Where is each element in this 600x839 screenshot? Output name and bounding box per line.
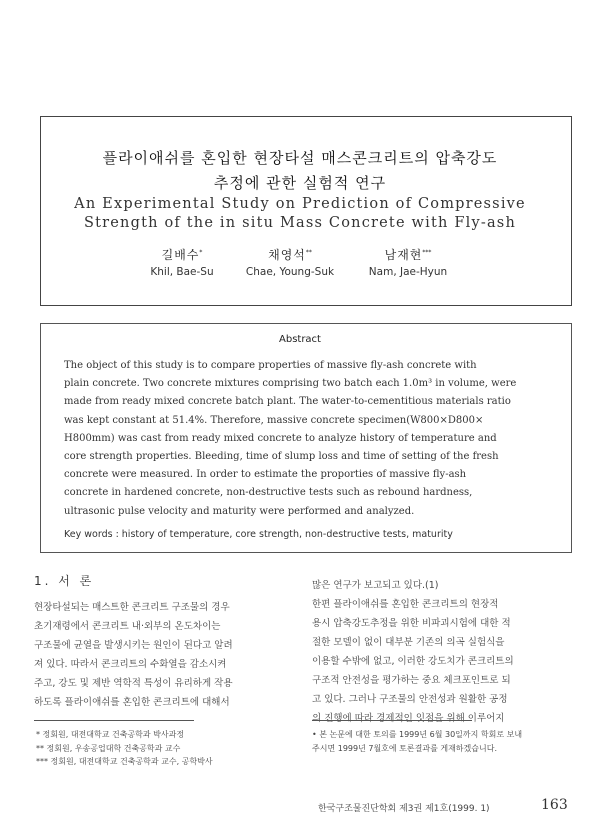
text-line: 한편 플라이애쉬를 혼입한 콘크리트의 현장적 (312, 599, 499, 610)
text-line: 절한 모델이 없이 대부분 기존의 의곡 실험식을 (312, 637, 505, 648)
footnote-line: * 정회원, 대전대학교 건축공학과 박사과정 (36, 730, 185, 739)
author-3 (348, 246, 468, 278)
author-1-korean-name: 길배수* (161, 248, 203, 262)
author-3-korean-name: 남재현*** (384, 248, 432, 262)
author-affiliations (36, 728, 213, 769)
abstract-line: ultrasonic pulse velocity and maturity were performed and analyzed. (64, 505, 415, 517)
footnote-line: ** 정회원, 우송공업대학 건축공학과 교수 (36, 743, 181, 753)
text-line: 이용할 수밖에 없고, 이러한 강도치가 콘크리트의 (312, 656, 514, 667)
text-line: 초기재령에서 콘크리트 내·외부의 온도차이는 (34, 621, 221, 632)
text-line: 용시 압축강도추정을 위한 비파괴시험에 대한 적 (312, 618, 511, 629)
author-1 (132, 246, 232, 278)
author-1-english-name: Khil, Bae-Su (150, 266, 214, 278)
text-line: 져 있다. 따라서 콘크리트의 수화열을 감소시켜 (34, 659, 227, 670)
right-column-text (312, 576, 574, 728)
text-line: 구조물에 균열을 발생시키는 원인이 된다고 알려 (34, 640, 233, 651)
text-line: 주고, 강도 및 제반 역학적 특성이 유리하게 작용 (34, 678, 233, 689)
discussion-notice (312, 728, 522, 755)
text-line: 의 진행에 따라 경제적인 잇점을 위해 이루어지 (312, 713, 505, 724)
footnote-line: • 본 논문에 대한 토의를 1999년 6월 30일까지 학회로 보내 (312, 730, 523, 739)
footnote-line: *** 정회원, 대전대학교 건축공학과 교수, 공학박사 (36, 757, 213, 766)
abstract-line: was kept constant at 51.4%. Therefore, massive concrete specimen(W800×D800× (64, 414, 484, 426)
abstract-line: The object of this study is to compare properties of massive fly-ash concrete with (64, 360, 477, 371)
footnote-divider-right (312, 720, 472, 721)
author-3-english-name: Nam, Jae-Hyun (368, 266, 448, 278)
footnote-line: 주시면 1999년 7월호에 토론결과를 게재하겠습니다. (312, 743, 497, 753)
korean-title-line2: 추정에 관한 실험적 연구 (213, 174, 387, 192)
abstract-line: concrete were measured. In order to estimate the proporties of massive fly-ash (64, 469, 467, 481)
footnote-divider-left (34, 720, 194, 721)
english-title-line2: Strength of the in situ Mass Concrete with Fly-ash (83, 215, 516, 231)
section-heading: 1. 서 론 (34, 574, 95, 588)
author-2-korean-name: 채영석** (268, 248, 312, 262)
text-line: 구조적 안전성을 평가하는 중요 체크포인트로 되 (312, 675, 511, 686)
text-line: 현장타설되는 매스트한 콘크리트 구조물의 경우 (34, 602, 230, 613)
journal-citation: 한국구조물진단학회 제3권 제1호(1999. 1) (318, 804, 490, 814)
english-title-line1: An Experimental Study on Prediction of Compressive (74, 196, 526, 212)
keywords: Key words : history of temperature, core strength, non-destructive tests, maturity (64, 529, 453, 540)
abstract-line: core strength properties. Bleeding, time of slump loss and time of setting of the fresh (64, 451, 499, 463)
abstract-line: H800mm) was cast from ready mixed concrete to analyze history of temperature and (64, 432, 497, 444)
text-line: 많은 연구가 보고되고 있다.(1) (312, 580, 439, 591)
abstract-line: plain concrete. Two concrete mixtures comprising two batch each 1.0m³ in volume, were (64, 378, 517, 390)
abstract-heading: Abstract (279, 334, 321, 345)
page-number: 163 (541, 797, 568, 813)
abstract-line: made from ready mixed concrete batch plant. The water-to-cementitious materials ratio (64, 396, 511, 408)
text-line: 고 있다. 그러나 구조물의 안전성과 원활한 공정 (312, 694, 508, 705)
korean-title-line1: 플라이애쉬를 혼입한 현장타설 매스콘크리트의 압축강도 (102, 149, 498, 167)
left-column-text (34, 598, 292, 712)
abstract-line: concrete in hardened concrete, non-destructive tests such as rebound hardness, (64, 487, 473, 499)
author-2 (230, 246, 350, 278)
text-line: 하도록 플라이애쉬를 혼입한 콘크리트에 대해서 (34, 697, 230, 708)
abstract-body (64, 357, 546, 521)
author-2-english-name: Chae, Young-Suk (245, 266, 335, 278)
